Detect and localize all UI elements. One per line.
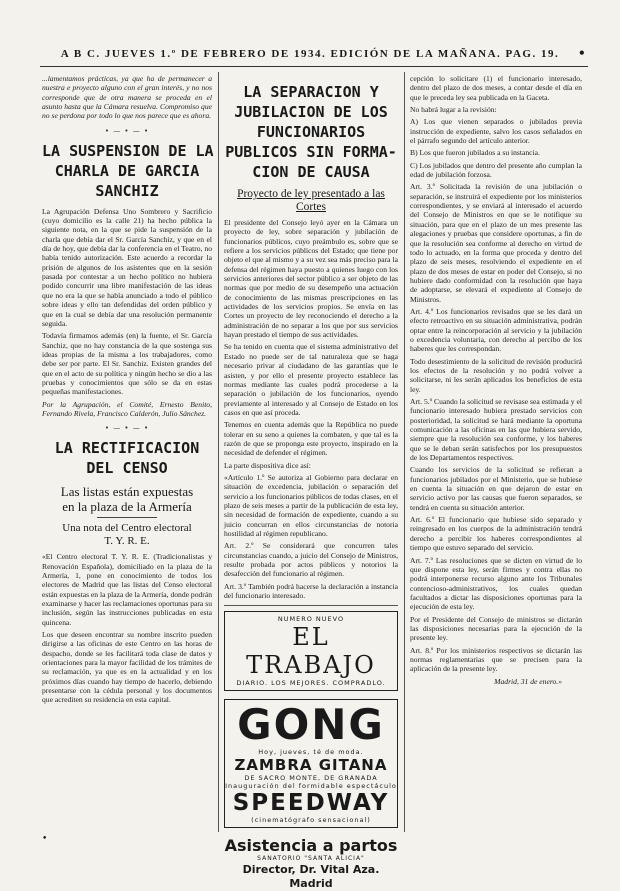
headline-line: SANCHIZ <box>95 181 159 200</box>
headline-line: LA SEPARACION Y <box>243 83 379 101</box>
ad-line: Hoy, jueves, té de moda. <box>258 748 364 757</box>
article-3-paragraph: La parte dispositiva dice así: <box>224 460 311 470</box>
article-3-paragraph: Art. 2.º Se considerará que concurren tales circunstancias cuando, a juicio del Consejo de Ministros, resulte probada por actos públicos y notorios la desafección del funcionario al régimen. <box>224 541 398 579</box>
article-3-signoff: Madrid, 31 de enero.» <box>494 676 562 686</box>
article-3-continued: B) Los que fueron jubilados a su instancia. <box>410 148 540 158</box>
article-3-continued: Art. 5.º Cuando la solicitud se revisase sea estimada y el funcionario interesado hubiera prestado servicios con posterioridad, la solicitud se hará mediante la oportuna comunicación a las oficinas en las que hubiera servido, siempre que la resolución sea conforme, y los haberes que se le deban serán satisfechos por los presupuestos de los Departamentos respectivos. <box>410 397 582 463</box>
ad-name: GONG <box>237 700 385 750</box>
article-3-continued: Art. 4.º Los funcionarios revisados que se les dará un efecto retroactivo en su situación administrativa, podrán optar entre la reincorporación al servicio y la jubilación o excedencia voluntaria, con derecho al percibo de los haberes que les correspondan. <box>410 306 582 354</box>
rule-line <box>224 605 398 606</box>
headline-line: LA RECTIFICACION <box>54 439 200 458</box>
article-3-paragraph: Se ha tenido en cuenta que el sistema administrativo del Estado no puede ser de tal naturaleza que se haga necesario privar al ciudadano de las garantías que le asisten, y por ello el presente proyecto establece las normas mediante las cuales podrá procederse a la separación o jubilación de los funcionarios, oyendo previamente al interesado y al Consejo de Estado en los casos en que así proceda. <box>224 342 398 417</box>
subheadline-line: en la plaza de la Armería <box>62 499 192 515</box>
separator: • — • — • <box>104 126 150 135</box>
article-3-continued: Art. 3.º Solicitada la revisión de una jubilación o separación, se instruirá el expediente por los ministerios correspondientes, y se enviará al interesado el acuerdo del Consejo de Ministros en que se le notifique su situación, para que en el plazo de un mes presente las alegaciones y pruebas que considere oportunas, a fin de que la resolución sea conforme al derecho en virtud de todo lo actuado, en la forma que proceda y dentro del plazo de seis meses, resolviendo el expediente en el plazo de dos meses de estar en poder del Consejo, si no hubiere dado conformidad con la resolución que haya de adoptarse, se elevará el expediente al Consejo de Ministros. <box>410 182 582 304</box>
headline-line: CION DE CAUSA <box>252 163 370 181</box>
page-corner-mark: • <box>578 46 586 60</box>
intro-paragraph: ...lamentamos prácticas, ya que ha de permanecer a nuestra e proyecto alguno con el gran interés, y no nos corresponde que de otra manera se proceda en el asunto hasta que la Cámara resuelva. Compromiso que no se perdona por todo lo que nos parece que es ahora. <box>42 74 212 121</box>
ad-line: (cinematógrafo sensacional) <box>251 816 371 825</box>
ad-headline: Asistencia a partos <box>224 836 398 856</box>
article-1-headline <box>42 141 212 201</box>
ad-top-text: NUMERO NUEVO <box>277 615 345 624</box>
article-3-continued: Cuando los servicios de la solicitud se refieran a funcionarios jubilados por el Ministerio, que se hubiese en cuenta la situación en que dejaron de estar en servicio activo por las causas que fueron separados, se tendrá en cuenta su situación anterior. <box>410 465 582 512</box>
column-divider-1 <box>218 72 219 832</box>
article-2-headline <box>42 438 212 478</box>
column-2 <box>224 74 398 891</box>
article-3-continued: cepción lo solicitare (1) el funcionario interesado, dentro del plazo de dos meses, a contar desde el día en que le preceda ley sea publicada en la Gaceta. <box>410 74 582 102</box>
ad-name: EL TRABAJO <box>246 623 376 680</box>
headline-line: CHARLA DE GARCIA <box>54 161 200 180</box>
page-header: A B C. JUEVES 1.º DE FEBRERO DE 1934. EDICIÓN DE LA MAÑANA. PAG. 19. <box>60 48 560 60</box>
headline-line: PUBLICOS SIN FORMA- <box>225 143 397 161</box>
article-2-subheadline <box>42 484 212 514</box>
headline-line: LA SUSPENSION DE LA <box>42 141 214 160</box>
article-3-continued: C) Los jubilados que dentro del presente año cumplan la edad de jubilación forzosa. <box>410 160 582 180</box>
headline-line: JUBILACION DE LOS <box>234 103 388 121</box>
subheadline-line: Las listas están expuestas <box>60 484 194 500</box>
article-3-continued: Art. 8.º Por los ministerios respectivos se dictarán las normas reglamentarias que se precisen para la aplicación de la presente ley. <box>410 645 582 674</box>
article-3-paragraph: «Artículo 1.º Se autoriza al Gobierno para declarar en situación de excedencia, jubilación o separación del servicio a los funcionarios públicos de todas clases, en el plazo de seis meses a partir de la publicación de esta ley, sin necesidad de formación de expediente, cuando a su juicio concurran en ellos circunstancias de notoria hostilidad al régimen republicano. <box>224 472 398 538</box>
article-3-continued: Todo desestimiento de la solicitud de revisión producirá los efectos de la resolución y no podrá volver a solicitarse, ni les serán aplicados los beneficios de esta ley. <box>410 356 582 394</box>
article-2-subheadline-2 <box>42 522 212 548</box>
article-1-signatories: Por la Agrupación, el Comité, Ernesto Benito, Fernando Rivela, Francisco Calderón, Julio Sánchez. <box>42 399 212 418</box>
corner-mark: • <box>42 834 48 844</box>
ad-gong <box>224 699 398 828</box>
article-3-continued: Por el Presidente del Consejo de ministros se dictarán las disposiciones necesarias para la ejecución de la presente ley. <box>410 614 582 643</box>
subheadline-line: Cortes <box>295 201 327 213</box>
article-3-continued: Art. 6.º El funcionario que hubiese sido separado y reingresado en los cuerpos de la administración tendrá derecho a percibir los haberes correspondientes al tiempo que estuvo separado del servicio. <box>410 515 582 553</box>
article-3-paragraph: Art. 3.º También podrá hacerse la declaración a instancia del funcionario interesado. <box>224 581 398 601</box>
header-rule <box>40 66 588 67</box>
subheadline-line: Proyecto de ley presentado a las <box>237 188 385 200</box>
ad-headline: SPEEDWAY <box>232 790 390 817</box>
headline-line: DEL CENSO <box>86 459 168 478</box>
ad-asistencia <box>224 836 398 891</box>
ad-bottom-text: DIARIO. LOS MEJORES. COMPRADLO. <box>236 679 386 688</box>
ad-line: Inauguración del formidable espectáculo <box>225 782 397 791</box>
article-3-headline <box>224 82 398 182</box>
article-3-paragraph: El presidente del Consejo leyó ayer en la Cámara un proyecto de ley, sobre separación y jubilación de funcionarios públicos, cuyo preámbulo es, sobre que se refiere a los servicios públicos del Estado; que tiene por objeto el que al mismo y a su vez sea más preciso para la defensa del régimen haya puesto a quienes luego con los servicios anteriores del sector público a ser objeto de las normas que por medio de su desempeño una actuación de conocimiento de las mismas prescripciones en las actividades de los servicios propios. Se envía en las Cortes un proyecto de ley reconociendo el derecho a la administración de no separar a los que por sus servicios hayan prestado el tiempo de sus actividades. <box>224 218 398 340</box>
short-rule <box>97 517 157 518</box>
ad-line: DE SACRO MONTE, DE GRANADA <box>244 774 378 783</box>
separator: • — • — • <box>104 424 150 433</box>
ad-headline: ZAMBRA GITANA <box>234 756 388 775</box>
article-3-paragraph: Tenemos en cuenta además que la República no puede tolerar en su seno a quienes la combaten, y que tal es la razón de que se proponga este proyecto, inspirado en la necesidad de defender el régimen. <box>224 420 398 458</box>
article-3-subheadline <box>224 188 398 214</box>
headline-line: FUNCIONARIOS <box>256 123 366 141</box>
article-3-continued: Art. 7.º Las resoluciones que se dicten en virtud de lo que dispone esta ley, serán firmes y contra ellas no podrá interponerse recurso alguno ante los Tribunales contencioso-administrativos, los cuales quedan facultados a dictar las disposiciones oportunas para la ejecución de esta ley. <box>410 555 582 612</box>
column-3 <box>410 74 582 834</box>
ad-director: Director, Dr. Vital Aza. Madrid <box>242 863 380 891</box>
article-3-continued: A) Los que vienen separados o jubilados previa instrucción de expediente, salvo los casos señalados en el párrafo segundo del artículo anterior. <box>410 117 582 146</box>
article-3-continued: No habrá lugar a la revisión: <box>410 105 497 115</box>
subheadline-line: T. Y. R. E. <box>104 535 150 548</box>
column-divider-2 <box>404 72 405 832</box>
article-2-paragraph: Los que deseen encontrar su nombre inscrito pueden dirigirse a las oficinas de este Centro en las horas de despacho, donde se les facilitará toda clase de datos y orientaciones para la mayor facilidad de los trámites de su reclamación, ya que es en la actualidad y en los próximos días cuando hay tiempo de hacerlo, debiendo presentarse con la cédula personal y los documentos que acrediten su residencia en esta capital. <box>42 630 212 705</box>
column-1 <box>42 74 212 834</box>
ad-line: SANATORIO "SANTA ALICIA" <box>257 855 365 863</box>
article-2-paragraph: «El Centro electoral T. Y. R. E. (Tradicionalistas y Renovación Española), domiciliado en la plaza de la Armería, 1, pone en conocimiento de todos los electores de Madrid que las listas del Censo electoral están expuestas en la plaza de la Armería, donde podrán examinarse y hacer las reclamaciones oportunas para su inclusión, según las instrucciones publicadas en esta quincena. <box>42 552 212 627</box>
article-1-paragraph: Todavía firmamos además (en) la fuente, el Sr. García Sanchiz, que no hay constancia de la que sostenga sus ideas propias de la misma a los trabajadores, como debe ser por parte. El Sr. Sanchiz. Existen grandes del que en el acto de su política y ningún hecho se dio a las pruebas y conocimientos que sólo se da en estas pequeñas manifestaciones. <box>42 331 212 397</box>
ad-el-trabajo <box>224 611 398 691</box>
article-1-paragraph: La Agrupación Defensa Uno Sombrero y Sacrificio (cuyo domicilio es la calle 21) ha hecho pública la siguiente nota, en la que se pide la suspensión de la charla que debía dar el Sr. García Sanchiz, y que en el día de hoy, que debía dar la conferencia en el Teatro, no había tenido autorización. Este acuerdo a recordar la prisión de algunos de los asistentes que en la sesión pasada por contestar a un hecho político no hubiera podido concurrir una libre manifestación de las ideas que no era la que se había anunciado a todo el público sobre ideas y ello tan defendidas del orden público y que en la cual se debía dar una resolución permanente seguida. <box>42 206 212 328</box>
subheadline-line: Una nota del Centro electoral <box>62 522 192 535</box>
